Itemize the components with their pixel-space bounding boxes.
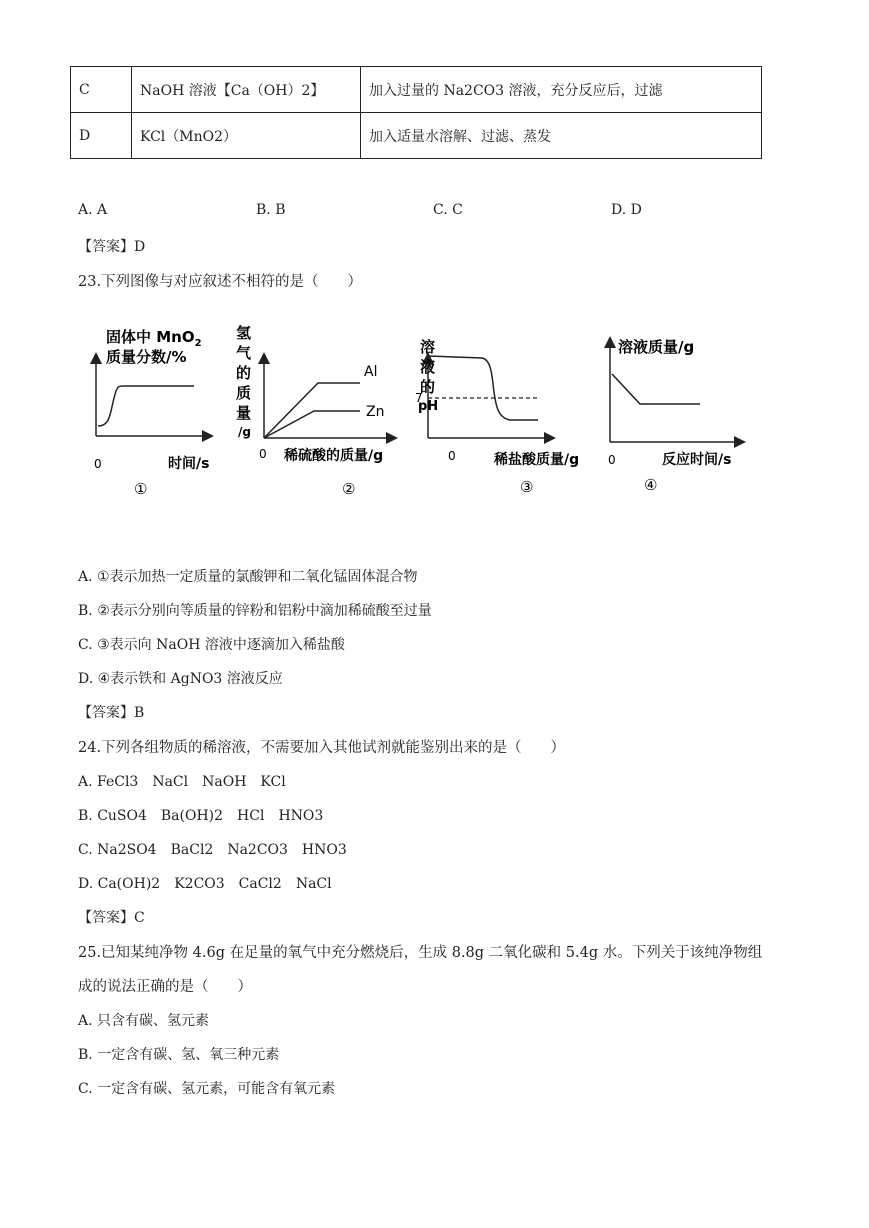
q23-option-c: C. ③表示向 NaOH 溶液中逐滴加入稀盐酸 (78, 637, 345, 653)
q23-answer: 【答案】B (78, 705, 145, 721)
chart-3-xlabel: 稀盐酸质量/g (494, 452, 580, 468)
chart-2-origin: 0 (259, 447, 267, 461)
q22-choices (78, 202, 778, 222)
chart-1-ylabel: 固体中 MnO$_2$ (106, 328, 202, 349)
svg-text:液: 液 (420, 358, 436, 376)
choice-c: C. C (433, 202, 463, 218)
chart-3 (415, 338, 579, 496)
choice-a: A. A (78, 202, 108, 218)
chart-4-xlabel: 反应时间/s (662, 452, 732, 468)
q24-option-c: C. Na2SO4 BaCl2 Na2CO3 HNO3 (78, 842, 347, 858)
chart-3-number: ③ (520, 478, 534, 496)
series-zn-label: Zn (366, 404, 385, 420)
svg-text:的: 的 (420, 378, 436, 396)
choice-b: B. B (256, 202, 286, 218)
table-row (71, 113, 762, 159)
series-al-label: Al (364, 364, 378, 380)
chart-1 (94, 328, 209, 498)
svg-text:量: 量 (236, 404, 252, 422)
chart-2 (236, 324, 392, 498)
q25-stem-line1: 25.已知某纯净物 4.6g 在足量的氧气中充分燃烧后，生成 8.8g 二氧化碳和 5.4g 水。下列关于该纯净物组 (78, 945, 763, 961)
chart-1-number: ① (134, 480, 148, 498)
q25-option-a: A. 只含有碳、氢元素 (78, 1013, 210, 1029)
q25-stem-line2: 成的说法正确的是（ ） (78, 979, 252, 995)
svg-text:氢: 氢 (236, 324, 252, 342)
q23-option-a: A. ①表示加热一定质量的氯酸钾和二氧化锰固体混合物 (78, 569, 418, 585)
svg-text:质: 质 (236, 384, 252, 402)
series-zn-line (264, 411, 360, 438)
q24-option-d: D. Ca(OH)2 K2CO3 CaCl2 NaCl (78, 876, 332, 892)
options-table (70, 66, 762, 159)
method-cell: 加入适量水溶解、过滤、蒸发 (361, 113, 762, 159)
chart-4-ylabel: 溶液质量/g (618, 338, 695, 356)
substance-cell: NaOH 溶液【Ca（OH）2】 (132, 67, 361, 113)
q24-option-b: B. CuSO4 Ba(OH)2 HCl HNO3 (78, 808, 324, 824)
method-cell: 加入过量的 Na2CO3 溶液，充分反应后，过滤 (361, 67, 762, 113)
q24-option-a: A. FeCl3 NaCl NaOH KCl (78, 774, 286, 790)
svg-text:气: 气 (236, 344, 252, 362)
chart-1-ylabel2: 质量分数/% (106, 348, 187, 366)
chart-2-xlabel: 稀硫酸的质量/g (284, 448, 384, 464)
chart-1-origin: 0 (94, 457, 102, 471)
ph-curve (428, 356, 538, 420)
choice-d: D. D (611, 202, 642, 218)
q24-answer: 【答案】C (78, 910, 145, 926)
q25-option-c: C. 一定含有碳、氢元素，可能含有氧元素 (78, 1081, 336, 1097)
mass-line (612, 374, 700, 404)
table-row (71, 67, 762, 113)
chart-3-origin: 0 (448, 449, 456, 463)
substance-cell: KCl（MnO2） (132, 113, 361, 159)
chart-1-curve (98, 386, 194, 426)
chart-4-origin: 0 (608, 453, 616, 467)
svg-text:/g: /g (238, 425, 251, 439)
q25-option-b: B. 一定含有碳、氢、氧三种元素 (78, 1047, 280, 1063)
option-cell: D (71, 113, 132, 159)
q23-option-d: D. ④表示铁和 AgNO3 溶液反应 (78, 671, 283, 687)
chart-2-number: ② (342, 480, 356, 498)
q22-answer: 【答案】D (78, 239, 146, 255)
chart-1-xlabel: 时间/s (168, 456, 210, 472)
svg-text:pH: pH (418, 399, 439, 414)
chart-2-ylabel (236, 324, 252, 439)
q23-charts (90, 318, 760, 503)
q23-stem: 23.下列图像与对应叙述不相符的是（ ） (78, 274, 363, 290)
option-cell: C (71, 67, 132, 113)
svg-text:溶: 溶 (420, 338, 436, 356)
chart-4 (608, 338, 740, 494)
chart-4-number: ④ (644, 476, 658, 494)
q24-stem: 24.下列各组物质的稀溶液，不需要加入其他试剂就能鉴别出来的是（ ） (78, 740, 566, 756)
ph-tick-7: 7 (415, 391, 423, 405)
svg-text:的: 的 (236, 364, 252, 382)
q23-option-b: B. ②表示分别向等质量的锌粉和铝粉中滴加稀硫酸至过量 (78, 603, 432, 619)
